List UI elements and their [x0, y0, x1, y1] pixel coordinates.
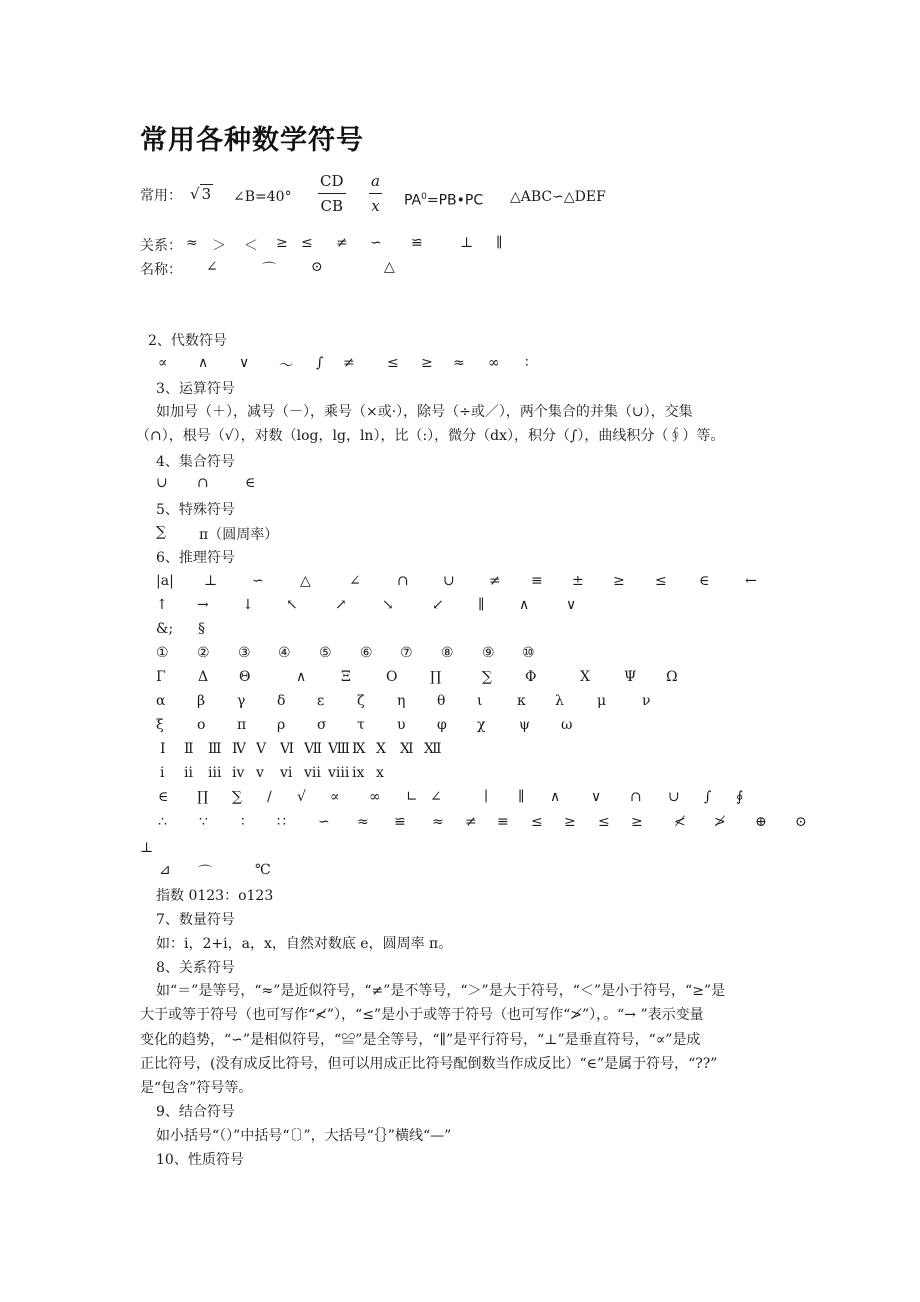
- logic-symbols-row: [140, 814, 830, 836]
- relation-symbol: ＞: [212, 238, 226, 254]
- logic-symbol: ∶: [241, 814, 245, 830]
- math-symbol: ∠: [430, 789, 442, 805]
- roman-numeral: Ⅰ: [160, 741, 166, 757]
- relation-symbol: ∥: [496, 235, 503, 251]
- set-symbols-row: [140, 475, 340, 497]
- greek-letter: γ: [237, 693, 246, 709]
- relation-symbol: ∽: [370, 235, 382, 251]
- section-5-heading: 5、特殊符号: [156, 502, 235, 518]
- roman-numeral: Ⅶ: [304, 741, 323, 757]
- greek-letter: ο: [197, 717, 206, 733]
- paragraph-line: 大于或等于符号（也可写作“≮”），“≤”是小于或等于符号（也可写作“≯”），。“→ ”表示变量: [140, 1007, 704, 1024]
- reasoning-symbol: ∽: [252, 573, 264, 589]
- relation-row: [140, 235, 560, 257]
- greek-letter: β: [197, 693, 206, 709]
- greek-letter: ν: [642, 693, 651, 709]
- reasoning-symbol: ≡: [531, 573, 543, 589]
- logic-symbol: ⊕: [755, 814, 767, 830]
- roman-numeral: Ⅹ: [376, 741, 386, 757]
- arrow-symbol: ↙: [432, 597, 444, 613]
- roman-numeral: ⅸ: [352, 765, 365, 781]
- algebra-symbol: ≤: [387, 355, 399, 371]
- math-symbol: ∮: [736, 789, 744, 805]
- arrow-symbol: ∨: [566, 597, 577, 613]
- algebra-symbol: ∶: [525, 355, 529, 371]
- greek-letter: π: [237, 717, 247, 733]
- relation-symbol: ≠: [336, 235, 348, 251]
- sqrt-radicand: 3: [201, 185, 212, 203]
- greek-letter: υ: [397, 717, 406, 733]
- relation-label: 关系：: [140, 238, 182, 254]
- math-symbol: ∣: [484, 789, 489, 805]
- reasoning-symbol: ←: [745, 573, 757, 589]
- set-symbol: ∈: [245, 475, 256, 491]
- greek-letter: σ: [317, 717, 327, 733]
- circled-number: ⑨: [482, 645, 495, 661]
- pa-superscript: 0: [421, 192, 427, 202]
- paragraph-line: 变化的趋势，“∽”是相似符号，“≌”是全等号，“∥”是平行符号，“⊥”是垂直符号，“∝”是成: [140, 1031, 701, 1048]
- section-2-heading: 2、代数符号: [148, 333, 227, 349]
- relation-symbol: ≈: [186, 235, 198, 251]
- similar-triangles: △ABC∽△DEF: [510, 189, 606, 205]
- roman-numeral: ⅹ: [376, 765, 384, 781]
- section-10-heading: 10、性质符号: [156, 1152, 244, 1168]
- fraction-a-x: [369, 172, 382, 215]
- section-3-heading: 3、运算符号: [156, 381, 235, 397]
- logic-symbol: ≮: [674, 814, 686, 830]
- circled-number: ⑥: [360, 645, 373, 661]
- paragraph-line: 正比符号，(没有成反比符号，但可以用成正比符号配倒数当作成反比）“∈”是属于符号，“??”: [140, 1055, 718, 1072]
- algebra-symbol: ∨: [239, 355, 250, 371]
- logic-symbol: ∵: [199, 814, 208, 830]
- common-label: 常用：: [140, 188, 182, 204]
- logic-symbol: ≈: [357, 814, 369, 830]
- names-label: 名称：: [140, 262, 182, 278]
- angle-expression: ∠B=40°: [233, 189, 292, 205]
- reasoning-symbol: ⊥: [204, 573, 218, 589]
- logic-symbol: ≯: [714, 814, 726, 830]
- greek-letter: ψ: [519, 717, 530, 733]
- circled-number: ⑧: [441, 645, 454, 661]
- reasoning-symbol: ∩: [397, 573, 409, 589]
- math-symbol: ∕: [267, 789, 272, 805]
- geometry-symbols-row: [140, 862, 340, 884]
- roman-numeral: ⅵ: [280, 765, 293, 781]
- names-symbol: ⌒: [262, 262, 276, 278]
- roman-numeral: Ⅲ: [208, 741, 222, 757]
- greek-letter: κ: [517, 693, 526, 709]
- reasoning-symbol: ±: [572, 573, 584, 589]
- paragraph-line: 是“包含”符号等。: [140, 1080, 253, 1097]
- greek-letter: ι: [477, 693, 483, 709]
- reasoning-symbol: △: [300, 573, 311, 589]
- logic-symbol: ∴: [158, 814, 167, 830]
- roman-numeral: ⅶ: [304, 765, 321, 781]
- arrow-symbol: →: [197, 597, 209, 613]
- greek-letter: Ψ: [624, 669, 637, 685]
- roman-numeral: ⅳ: [232, 765, 245, 781]
- math-symbol: ∈: [158, 789, 169, 805]
- logic-symbol: ≥: [564, 814, 576, 830]
- misc-symbol: &;: [156, 621, 174, 637]
- roman-numeral: Ⅱ: [184, 741, 194, 757]
- roman-numeral: Ⅷ: [328, 741, 351, 757]
- greek-letter: η: [397, 693, 406, 709]
- algebra-symbol: ≈: [453, 355, 465, 371]
- reasoning-symbol: ∪: [443, 573, 455, 589]
- reasoning-row-2: [140, 597, 780, 619]
- math-symbol: ∝: [330, 789, 340, 805]
- greek-letter: δ: [277, 693, 286, 709]
- exponent-line: 指数 0123：o123: [156, 888, 274, 904]
- operation-paragraph: [136, 400, 800, 449]
- geometry-symbol: ℃: [255, 862, 271, 878]
- greek-letter: Ξ: [341, 669, 351, 685]
- special-symbols-row: [140, 524, 340, 546]
- arrow-symbol: ↑: [156, 597, 168, 613]
- geometry-symbol: ⌒: [198, 865, 212, 881]
- special-symbol: ∑: [156, 524, 166, 540]
- greek-letter: μ: [597, 693, 607, 709]
- quantity-line: 如：i，2+i，a，x，自然对数底 e，圆周率 π。: [156, 936, 453, 952]
- set-symbol: ∪: [156, 475, 168, 491]
- greek-letter: φ: [437, 717, 447, 733]
- reasoning-symbol: ≠: [489, 573, 501, 589]
- circled-number: ③: [238, 645, 251, 661]
- algebra-symbol: ∝: [158, 355, 168, 371]
- names-row: [140, 259, 440, 281]
- greek-letter: ξ: [156, 717, 164, 733]
- algebra-symbol: ≠: [343, 355, 355, 371]
- roman-numeral: ⅲ: [208, 765, 222, 781]
- logic-symbol: ≤: [531, 814, 543, 830]
- math-symbol: ∨: [591, 789, 602, 805]
- greek-letter: Γ: [156, 669, 166, 685]
- greek-letter: ε: [317, 693, 325, 709]
- roman-numeral: Ⅸ: [352, 741, 366, 757]
- math-symbol: ∩: [630, 789, 642, 805]
- names-symbol: ⊙: [311, 259, 323, 275]
- power-expression: [404, 187, 483, 211]
- paragraph-line: （∩），根号（√），对数（log，lg，ln），比（:），微分（dx），积分（∫），曲线积分（∮）等。: [136, 428, 725, 445]
- names-symbol: ∠: [206, 259, 218, 275]
- reasoning-symbol: ∈: [699, 573, 710, 589]
- roman-numeral: ⅰ: [160, 765, 165, 781]
- circled-number: ①: [156, 645, 169, 661]
- algebra-symbol: ～: [279, 358, 293, 374]
- algebra-symbol: ≥: [421, 355, 433, 371]
- relation-symbol: ≤: [301, 235, 313, 251]
- circled-number: ②: [197, 645, 210, 661]
- math-symbol: ∑: [232, 789, 242, 805]
- greek-letter: ∏: [430, 669, 442, 685]
- arrow-symbol: ∥: [478, 597, 485, 613]
- greek-letter: χ: [477, 717, 486, 733]
- math-symbol: √: [297, 789, 306, 805]
- arrow-symbol: ↖: [286, 597, 298, 613]
- reasoning-symbol: |a|: [156, 573, 174, 589]
- greek-letter: λ: [555, 693, 564, 709]
- arrow-symbol: ∧: [519, 597, 530, 613]
- circled-number: ⑦: [400, 645, 413, 661]
- reasoning-row-1: [140, 573, 780, 595]
- greek-letter: Φ: [525, 669, 537, 685]
- circled-number: ⑩: [522, 645, 535, 661]
- section-8-heading: 8、关系符号: [156, 960, 235, 976]
- greek-letter: Δ: [198, 669, 209, 685]
- greek-letter: ζ: [357, 693, 365, 709]
- logic-symbol: ≡: [497, 814, 509, 830]
- greek-lower-row-2: [140, 717, 780, 739]
- logic-symbol: ≤: [598, 814, 610, 830]
- logic-symbol: ∷: [277, 814, 286, 830]
- greek-letter: ω: [561, 717, 573, 733]
- relation-symbol: ≌: [411, 235, 423, 251]
- set-symbol: ∩: [197, 475, 209, 491]
- roman-numeral: ⅱ: [184, 765, 193, 781]
- logic-symbol: ≠: [465, 814, 477, 830]
- pa-base: PA: [404, 192, 422, 209]
- pa-rest: =PB•PC: [426, 192, 484, 209]
- greek-letter: Χ: [580, 669, 590, 685]
- page-title: 常用各种数学符号: [140, 125, 364, 156]
- reasoning-symbol: ≥: [613, 573, 625, 589]
- algebra-symbol: ∧: [198, 355, 209, 371]
- greek-letter: τ: [357, 717, 365, 733]
- sqrt-sign: √: [190, 185, 200, 203]
- roman-numeral: Ⅴ: [256, 741, 267, 757]
- math-symbols-row: [140, 789, 780, 811]
- greek-letter: Ο: [386, 669, 398, 685]
- algebra-symbols-row: [140, 355, 560, 377]
- roman-numeral: Ⅳ: [232, 741, 246, 757]
- greek-lower-row-1: [140, 693, 780, 715]
- circled-number: ④: [278, 645, 291, 661]
- reasoning-symbol: ≤: [655, 573, 667, 589]
- roman-numeral: Ⅺ: [400, 741, 414, 757]
- math-symbol: ∫: [704, 789, 712, 805]
- math-symbol: ∥: [518, 789, 525, 805]
- relation-symbol: ⊥: [460, 235, 474, 251]
- roman-numeral: Ⅻ: [424, 741, 442, 757]
- math-symbol: ∞: [369, 789, 381, 805]
- paragraph-line: 如“＝”是等号，“≈”是近似符号，“≠”是不等号，“＞”是大于符号，“＜”是小于符号，“≥”是: [156, 983, 726, 999]
- fraction-numerator: a: [369, 172, 382, 194]
- sqrt-three: [190, 185, 213, 203]
- logic-symbol: ≥: [631, 814, 643, 830]
- circled-numbers-row: [140, 645, 780, 667]
- logic-symbol: ≌: [394, 814, 406, 830]
- reasoning-row-3: [140, 621, 340, 643]
- arrow-symbol: ↓: [242, 597, 254, 613]
- greek-letter: ∑: [482, 669, 492, 685]
- greek-letter: Ω: [666, 669, 678, 685]
- section-7-heading: 7、数量符号: [156, 912, 235, 928]
- greek-letter: ∧: [296, 669, 307, 685]
- misc-symbol: §: [198, 621, 205, 637]
- names-symbol: △: [384, 259, 395, 275]
- section-4-heading: 4、集合符号: [156, 454, 235, 470]
- logic-symbol-wrap: ⊥: [140, 840, 154, 856]
- greek-letter: α: [156, 693, 166, 709]
- fraction-numerator: CD: [318, 172, 346, 194]
- math-symbol: ∪: [668, 789, 680, 805]
- logic-symbol: ∽: [318, 814, 330, 830]
- arrow-symbol: ↗: [335, 597, 347, 613]
- algebra-symbol: ∫: [316, 355, 324, 371]
- reasoning-symbol: ∠: [349, 573, 361, 589]
- roman-lower-row: [140, 765, 540, 787]
- greek-letter: Θ: [239, 669, 251, 685]
- section-9-heading: 9、结合符号: [156, 1104, 235, 1120]
- relation-symbol: ＜: [244, 238, 258, 254]
- geometry-symbol: ⊿: [159, 862, 171, 878]
- section-6-heading: 6、推理符号: [156, 550, 235, 566]
- math-symbol: ∧: [550, 789, 561, 805]
- algebra-symbol: ∞: [488, 355, 500, 371]
- paragraph-line: 如加号（＋），减号（－），乘号（×或·），除号（÷或／），两个集合的并集（∪），交集: [156, 404, 693, 420]
- fraction-cd-cb: [318, 172, 346, 215]
- fraction-denominator: x: [371, 197, 380, 215]
- circled-number: ⑤: [319, 645, 332, 661]
- roman-numeral: ⅴ: [256, 765, 264, 781]
- roman-numeral: Ⅵ: [280, 741, 295, 757]
- relation-paragraph: [140, 979, 800, 1100]
- special-symbol: π（圆周率）: [199, 527, 279, 543]
- math-symbol: ∏: [197, 789, 209, 805]
- arrow-symbol: ↘: [382, 597, 394, 613]
- roman-upper-row: [140, 741, 540, 763]
- greek-upper-row: [140, 669, 780, 691]
- roman-numeral: ⅷ: [328, 765, 350, 781]
- logic-symbol: ⊙: [795, 814, 807, 830]
- fraction-denominator: CB: [320, 197, 343, 215]
- relation-symbol: ≥: [276, 235, 288, 251]
- logic-symbol: ≈: [432, 814, 444, 830]
- greek-letter: ρ: [277, 717, 286, 733]
- math-symbol: ∟: [406, 789, 418, 805]
- greek-letter: θ: [437, 693, 446, 709]
- grouping-line: 如小括号“（）”中括号“〔〕”，大括号“｛｝”横线“—”: [156, 1128, 452, 1144]
